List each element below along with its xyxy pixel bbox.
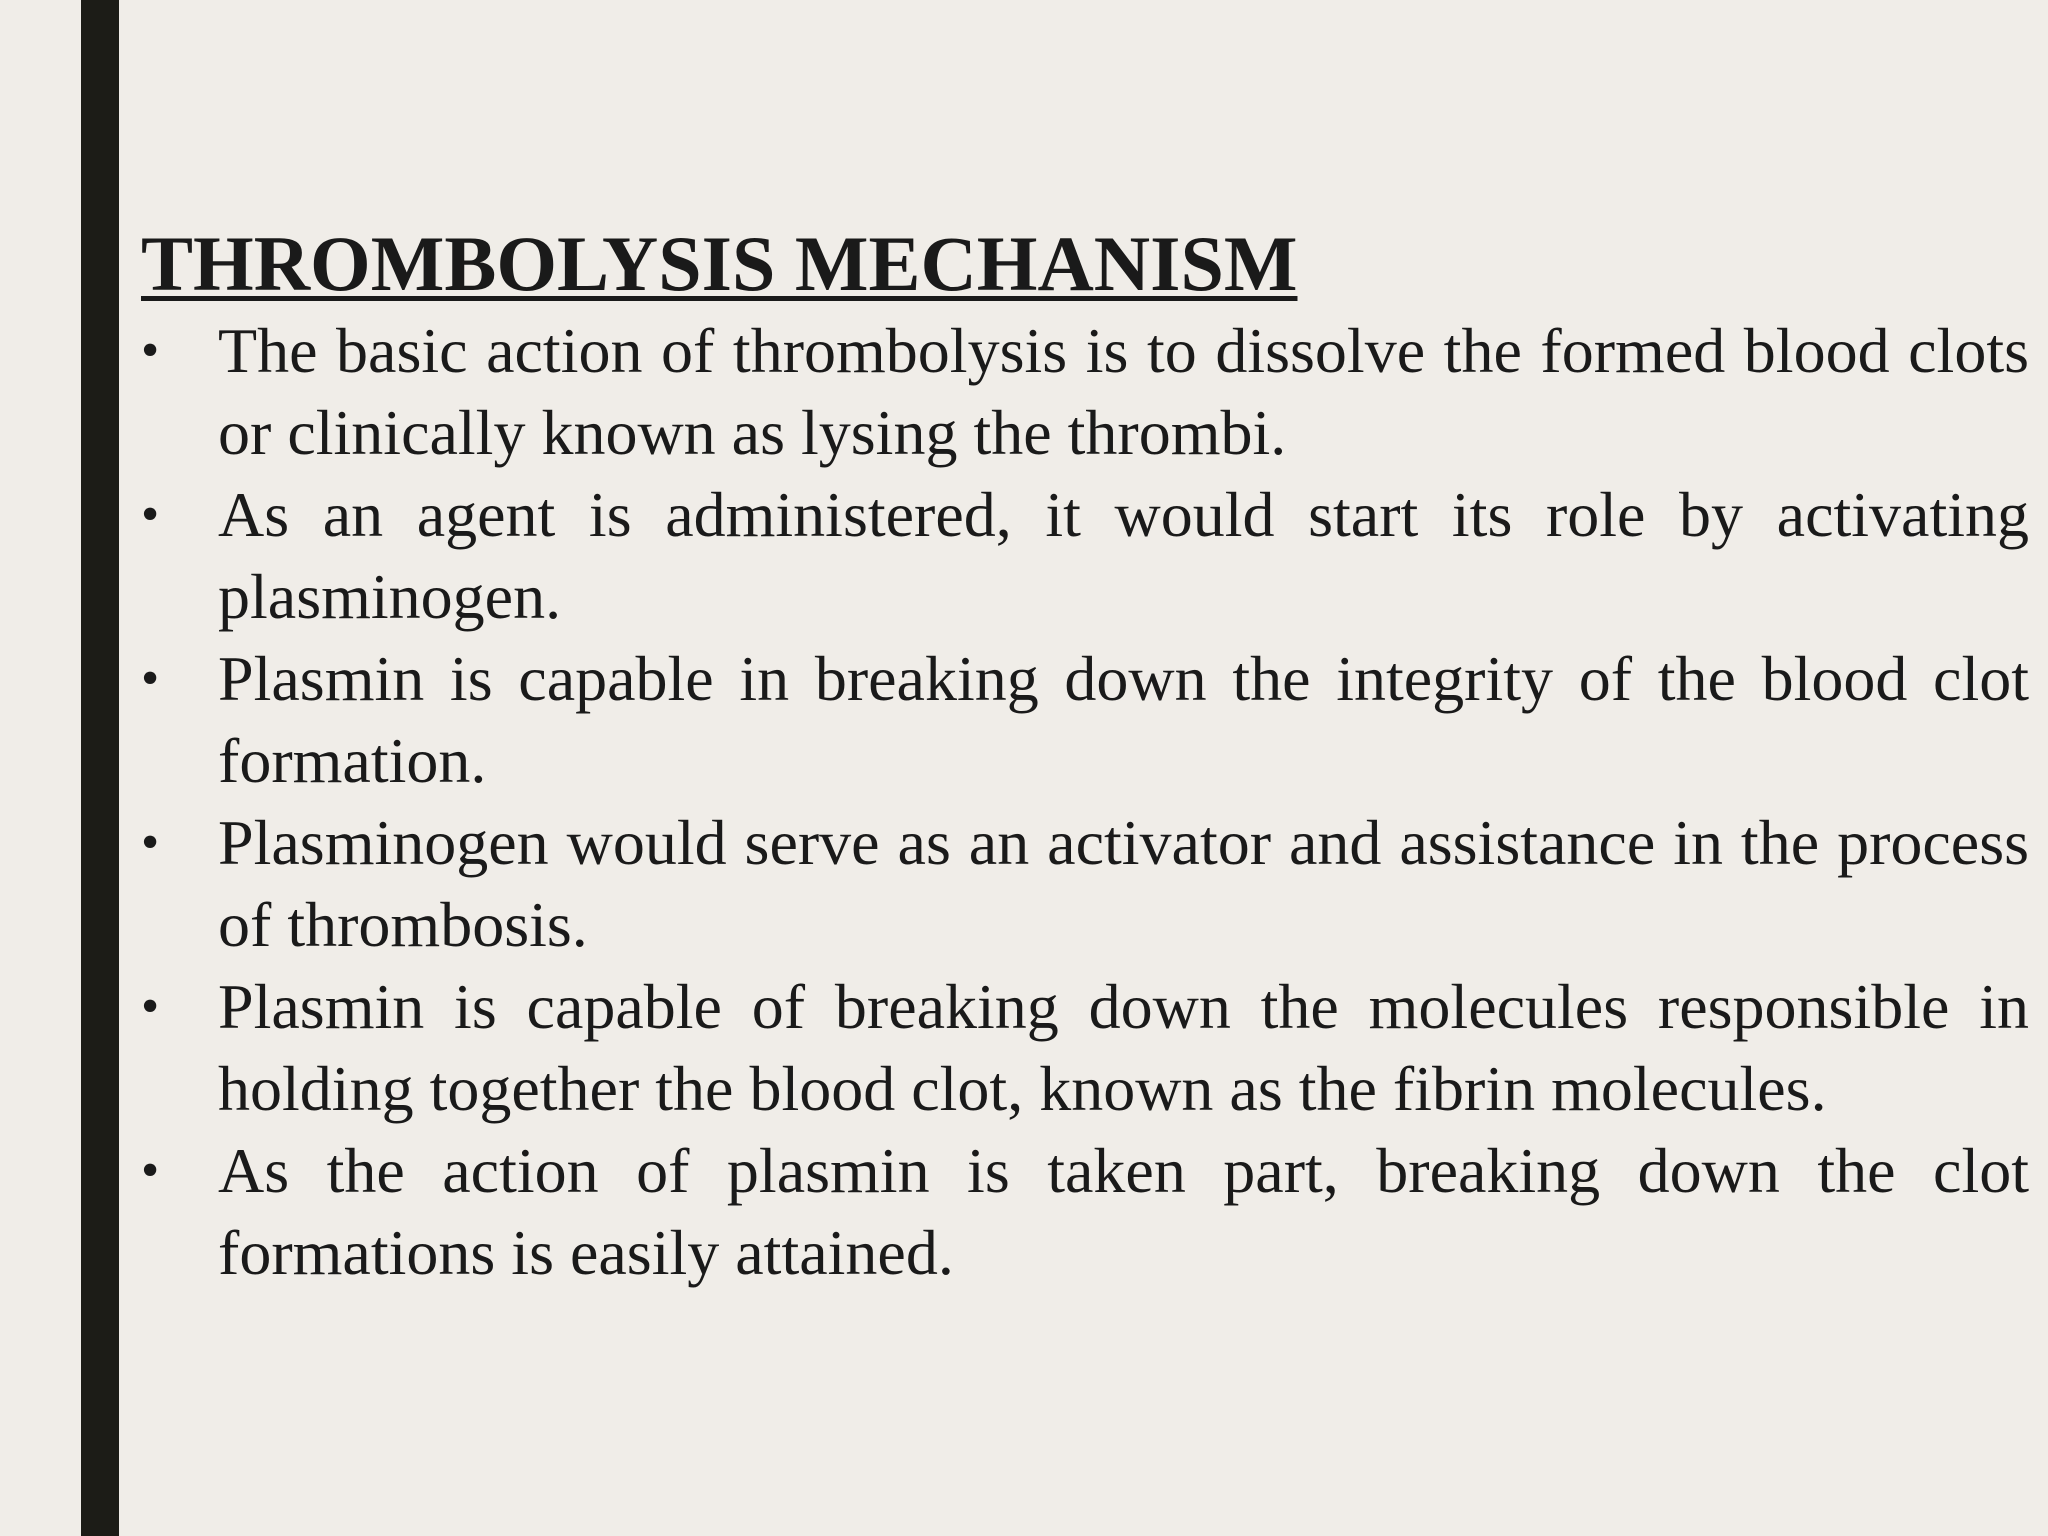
bullet-icon: • [141, 322, 160, 379]
bullet-list [141, 310, 2029, 1294]
bullet-text: As an agent is administered, it would start its role by activating plasminogen. [218, 479, 2029, 632]
bullet-item [141, 638, 2029, 802]
accent-bar [81, 0, 119, 1536]
bullet-item [141, 966, 2029, 1130]
bullet-item [141, 802, 2029, 966]
bullet-text: Plasmin is capable of breaking down the molecules responsible in holding together the blood clot, known as the fibrin molecules. [218, 971, 2029, 1124]
bullet-text: Plasminogen would serve as an activator and assistance in the process of thrombosis. [218, 807, 2029, 960]
bullet-icon: • [141, 814, 160, 871]
bullet-text: As the action of plasmin is taken part, breaking down the clot formations is easily attained. [218, 1135, 2029, 1288]
bullet-item [141, 1130, 2029, 1294]
bullet-icon: • [141, 486, 160, 543]
slide-title: THROMBOLYSIS MECHANISM [141, 220, 1298, 307]
bullet-icon: • [141, 978, 160, 1035]
slide-content [141, 218, 2029, 1294]
bullet-icon: • [141, 650, 160, 707]
bullet-icon: • [141, 1142, 160, 1199]
bullet-text: Plasmin is capable in breaking down the integrity of the blood clot formation. [218, 643, 2029, 796]
bullet-item [141, 474, 2029, 638]
bullet-item [141, 310, 2029, 474]
bullet-text: The basic action of thrombolysis is to dissolve the formed blood clots or clinically known as lysing the thrombi. [218, 315, 2029, 468]
